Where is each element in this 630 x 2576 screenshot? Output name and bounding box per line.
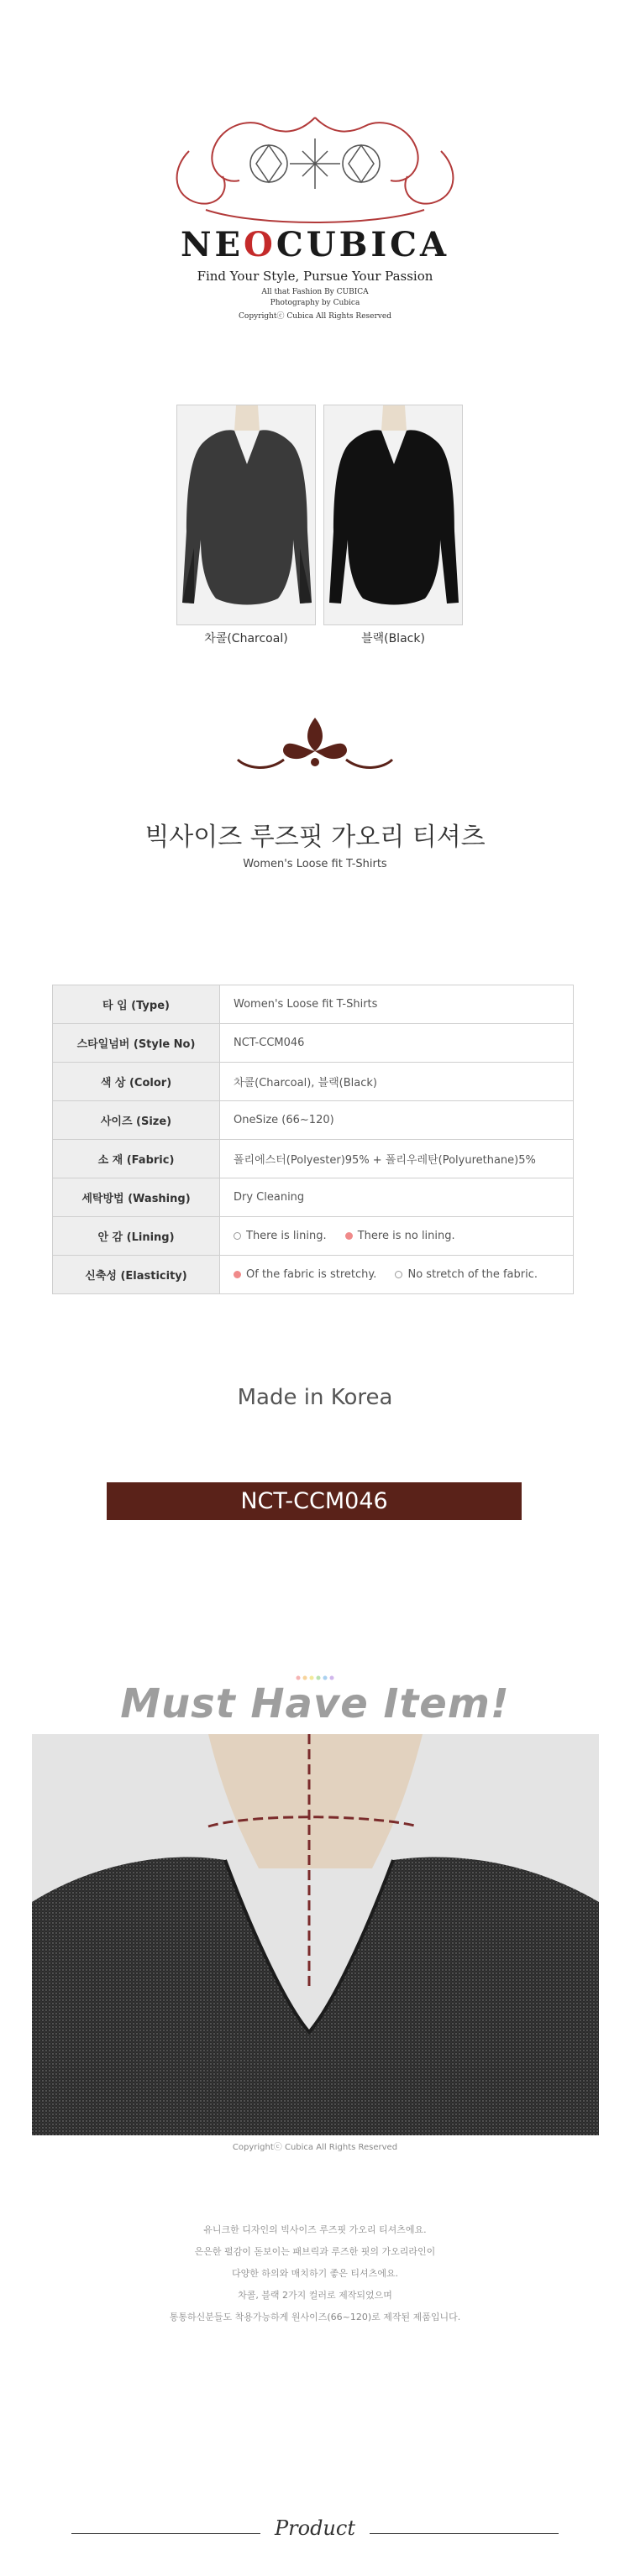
spec-key: 스타일넘버 (Style No) — [53, 1024, 220, 1063]
spec-row — [53, 1101, 574, 1140]
radio-empty-icon — [395, 1271, 402, 1278]
section-label-product: Product — [275, 2516, 355, 2540]
brand-credit-line: All that Fashion By CUBICA — [261, 288, 369, 296]
spec-value: Women's Loose fit T-Shirts — [220, 985, 574, 1024]
elasticity-option-none — [395, 1268, 538, 1281]
spec-key: 소 재 (Fabric) — [53, 1140, 220, 1178]
spec-key: 색 상 (Color) — [53, 1063, 220, 1101]
elasticity-option-stretchy — [234, 1268, 376, 1281]
elasticity-option-none-label: No stretch of the fabric. — [407, 1268, 538, 1281]
product-closeup-photo — [32, 1734, 599, 2135]
brand-tagline: Find Your Style, Pursue Your Passion — [197, 269, 433, 284]
spec-key: 타 입 (Type) — [53, 985, 220, 1024]
color-thumb-charcoal[interactable] — [176, 405, 316, 625]
radio-selected-icon — [234, 1271, 241, 1278]
elasticity-options — [220, 1256, 574, 1294]
lining-option-no-label: There is no lining. — [357, 1230, 455, 1242]
lining-option-yes — [234, 1230, 327, 1242]
photo-copyright: Copyrightⓒ Cubica All Rights Reserved — [232, 2143, 398, 2152]
brand-part-1: NE — [180, 225, 244, 264]
radio-selected-icon — [345, 1232, 353, 1240]
spec-key: 신축성 (Elasticity) — [53, 1256, 220, 1294]
style-code-banner: NCT-CCM046 — [107, 1482, 522, 1520]
divider-ornament — [234, 713, 396, 781]
spec-row — [53, 1178, 574, 1217]
lining-option-yes-label: There is lining. — [246, 1230, 327, 1242]
spec-key: 세탁방법 (Washing) — [53, 1178, 220, 1217]
spec-row — [53, 1140, 574, 1178]
spec-row — [53, 1024, 574, 1063]
lining-options — [220, 1217, 574, 1256]
spec-row — [53, 1063, 574, 1101]
made-in-label: Made in Korea — [237, 1385, 393, 1410]
description-line: 다양한 하의와 매치하기 좋은 티셔츠에요. — [231, 2268, 399, 2279]
charcoal-shirt-image — [177, 405, 316, 625]
top-ornament-logo — [155, 101, 475, 235]
spec-value: OneSize (66~120) — [220, 1101, 574, 1140]
brand-photo-line: Photography by Cubica — [270, 299, 360, 307]
brand-part-3: CUBICA — [276, 225, 449, 264]
spec-value: NCT-CCM046 — [220, 1024, 574, 1063]
spec-row-lining — [53, 1217, 574, 1256]
description-line: 은은한 펄감이 돋보이는 패브릭과 루즈한 핏의 가오리라인이 — [194, 2246, 436, 2257]
description-line: 통통하신분들도 착용가능하게 원사이즈(66~120)로 제작된 제품입니다. — [169, 2312, 461, 2323]
brand-part-2: O — [244, 225, 276, 264]
spec-row — [53, 985, 574, 1024]
spec-key: 사이즈 (Size) — [53, 1101, 220, 1140]
black-shirt-image — [324, 405, 463, 625]
mannequin-closeup-image — [32, 1734, 599, 2135]
brand-copyright-line: Copyrightⓒ Cubica All Rights Reserved — [239, 312, 391, 321]
color-thumb-black[interactable] — [323, 405, 463, 625]
description-line: 유니크한 디자인의 빅사이즈 루즈핏 가오리 티셔츠에요. — [203, 2224, 427, 2235]
spec-table — [52, 985, 574, 1294]
color-label-black: 블랙(Black) — [361, 632, 425, 645]
must-have-banner: Must Have Item! — [120, 1680, 510, 1727]
spec-key: 안 감 (Lining) — [53, 1217, 220, 1256]
spec-value: 폴리에스터(Polyester)95% + 폴리우레탄(Polyurethane)5% — [220, 1140, 574, 1178]
description-line: 차콜, 블랙 2가지 컬러로 제작되었으며 — [238, 2290, 392, 2301]
color-label-charcoal: 차콜(Charcoal) — [204, 632, 288, 645]
spec-row-elasticity — [53, 1256, 574, 1294]
spec-value: 차콜(Charcoal), 블랙(Black) — [220, 1063, 574, 1101]
spec-value: Dry Cleaning — [220, 1178, 574, 1217]
elasticity-option-stretchy-label: Of the fabric is stretchy. — [246, 1268, 377, 1281]
product-title-korean: 빅사이즈 루즈핏 가오리 티셔츠 — [144, 823, 486, 852]
lining-option-no — [345, 1230, 455, 1242]
product-title-english: Women's Loose fit T-Shirts — [243, 858, 387, 870]
brand-logo-text — [0, 225, 630, 264]
radio-empty-icon — [234, 1232, 241, 1240]
